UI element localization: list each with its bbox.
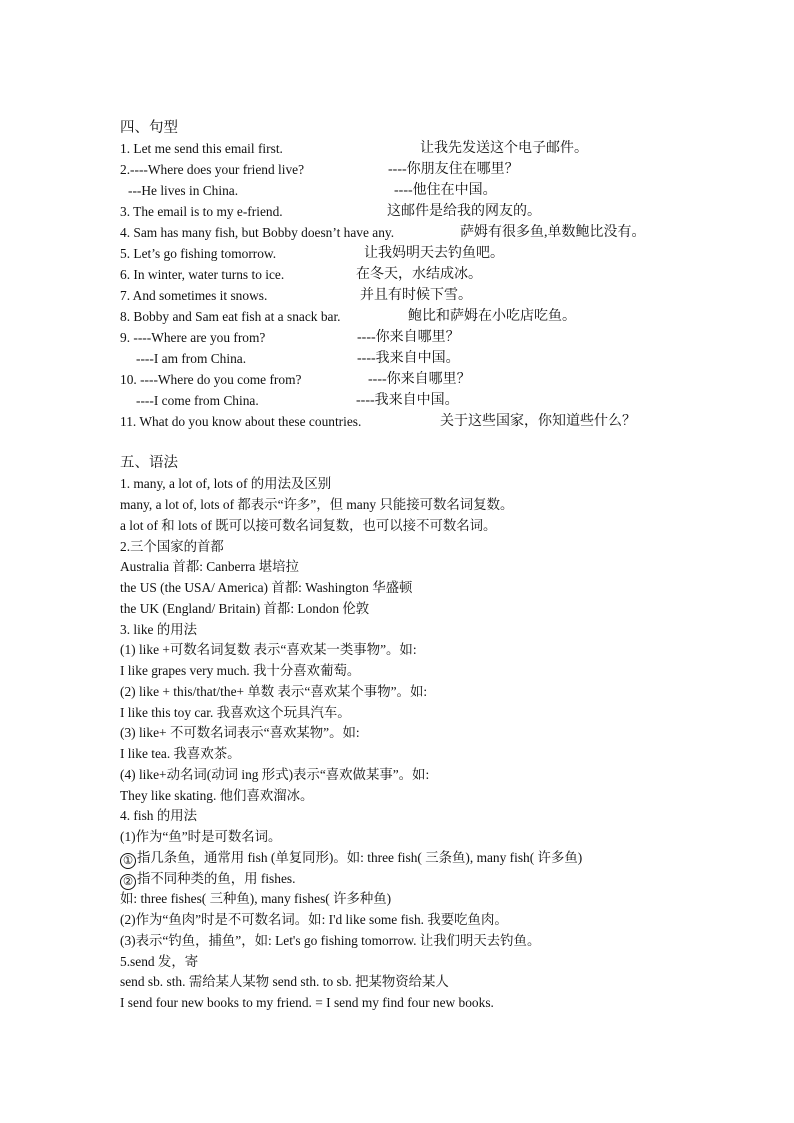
sentence-line xyxy=(120,412,636,433)
sentence-line xyxy=(136,391,459,412)
sentence-line xyxy=(136,349,460,370)
section-heading-grammar: 五、语法 xyxy=(120,455,178,471)
grammar-line: 1. many, a lot of, lots of 的用法及区别 xyxy=(120,476,332,491)
grammar-line: 4. fish 的用法 xyxy=(120,808,197,823)
sentence-chinese: 关于这些国家，你知道些什么？ xyxy=(440,414,636,429)
grammar-line: a lot of 和 lots of 既可以接可数名词复数，也可以接不可数名词。 xyxy=(120,518,497,533)
sentence-english: 10. ----Where do you come from? xyxy=(120,372,302,387)
grammar-line: send sb. sth. 需给某人某物 send sth. to sb. 把某物资给某人 xyxy=(120,974,449,989)
sentence-chinese: ----我来自中国。 xyxy=(357,351,460,366)
circled-number: ① xyxy=(120,853,136,869)
sentence-chinese: 萨姆有很多鱼,单数鲍比没有。 xyxy=(460,225,646,240)
sentence-chinese: ----他住在中国。 xyxy=(394,183,497,198)
sentence-line xyxy=(120,223,646,244)
sentence-line xyxy=(120,328,460,349)
sentence-line xyxy=(120,370,471,391)
sentence-english: 1. Let me send this email first. xyxy=(120,141,283,156)
sentence-english: 9. ----Where are you from? xyxy=(120,330,266,345)
sentence-english: 8. Bobby and Sam eat fish at a snack bar. xyxy=(120,309,341,324)
grammar-line: I send four new books to my friend. = I send my find four new books. xyxy=(120,995,494,1010)
sentence-english: 11. What do you know about these countries. xyxy=(120,414,362,429)
grammar-line: I like grapes very much. 我十分喜欢葡萄。 xyxy=(120,663,361,678)
sentence-chinese: 在冬天，水结成冰。 xyxy=(356,267,482,282)
grammar-line: (4) like+动名词(动词 ing 形式)表示“喜欢做某事”。如: xyxy=(120,767,430,782)
sentence-chinese: 这邮件是给我的网友的。 xyxy=(387,204,541,219)
sentence-chinese: ----我来自中国。 xyxy=(356,393,459,408)
sentence-chinese: 并且有时候下雪。 xyxy=(360,288,472,303)
grammar-line: 3. like 的用法 xyxy=(120,622,197,637)
grammar-line xyxy=(120,848,582,869)
sentence-english: 5. Let’s go fishing tomorrow. xyxy=(120,246,277,261)
grammar-line: (1) like +可数名词复数 表示“喜欢某一类事物”。如: xyxy=(120,642,417,657)
grammar-line: many, a lot of, lots of 都表示“许多”，但 many 只能接可数名词复数。 xyxy=(120,497,514,512)
sentence-chinese: 让我妈明天去钓鱼吧。 xyxy=(364,246,504,261)
sentence-english: ---He lives in China. xyxy=(128,183,239,198)
grammar-line: 5.send 发，寄 xyxy=(120,954,199,969)
sentence-english: ----I am from China. xyxy=(136,351,247,366)
grammar-line: (1)作为“鱼”时是可数名词。 xyxy=(120,829,282,844)
sentence-line xyxy=(120,307,576,328)
sentence-chinese: 让我先发送这个电子邮件。 xyxy=(420,141,588,156)
grammar-line-text: 指不同种类的鱼，用 fishes. xyxy=(137,871,296,886)
grammar-line: Australia 首都: Canberra 堪培拉 xyxy=(120,559,299,574)
sentence-english: 4. Sam has many fish, but Bobby doesn’t have any. xyxy=(120,225,395,240)
sentence-chinese: 鲍比和萨姆在小吃店吃鱼。 xyxy=(408,309,576,324)
sentence-english: 3. The email is to my e-friend. xyxy=(120,204,283,219)
grammar-line: I like tea. 我喜欢茶。 xyxy=(120,746,241,761)
sentence-english: ----I come from China. xyxy=(136,393,259,408)
sentence-line xyxy=(120,286,472,307)
sentence-english: 2.----Where does your friend live? xyxy=(120,162,305,177)
sentence-line xyxy=(120,202,541,223)
grammar-line-text: 指几条鱼，通常用 fish (单复同形)。如: three fish( 三条鱼), many fish( 许多鱼) xyxy=(137,850,583,865)
sentence-line xyxy=(120,139,588,160)
circled-number: ② xyxy=(120,874,136,890)
grammar-line: 如: three fishes( 三种鱼), many fishes( 许多种鱼) xyxy=(120,891,392,906)
sentence-line xyxy=(128,181,497,202)
grammar-line: I like this toy car. 我喜欢这个玩具汽车。 xyxy=(120,705,351,720)
sentence-line xyxy=(120,265,482,286)
sentence-line xyxy=(120,244,504,265)
sentence-english: 6. In winter, water turns to ice. xyxy=(120,267,285,282)
section-heading-sentences: 四、句型 xyxy=(120,120,178,136)
grammar-line: (2) like + this/that/the+ 单数 表示“喜欢某个事物”。如: xyxy=(120,684,428,699)
grammar-line: 2.三个国家的首都 xyxy=(120,539,224,554)
grammar-line xyxy=(120,869,295,890)
sentence-chinese: ----你来自哪里？ xyxy=(357,330,460,345)
grammar-line: (3)表示“钓鱼，捕鱼”，如: Let's go fishing tomorrow. 让我们明天去钓鱼。 xyxy=(120,933,541,948)
sentence-chinese: ----你朋友住在哪里？ xyxy=(388,162,519,177)
sentence-english: 7. And sometimes it snows. xyxy=(120,288,268,303)
sentence-chinese: ----你来自哪里？ xyxy=(368,372,471,387)
grammar-line: the US (the USA/ America) 首都: Washington 华盛顿 xyxy=(120,580,413,595)
grammar-line: They like skating. 他们喜欢溜冰。 xyxy=(120,788,314,803)
grammar-line: (2)作为“鱼肉”时是不可数名词。如: I'd like some fish. 我要吃鱼肉。 xyxy=(120,912,508,927)
grammar-line: (3) like+ 不可数名词表示“喜欢某物”。如: xyxy=(120,725,360,740)
sentence-line xyxy=(120,160,519,181)
grammar-line: the UK (England/ Britain) 首都: London 伦敦 xyxy=(120,601,370,616)
